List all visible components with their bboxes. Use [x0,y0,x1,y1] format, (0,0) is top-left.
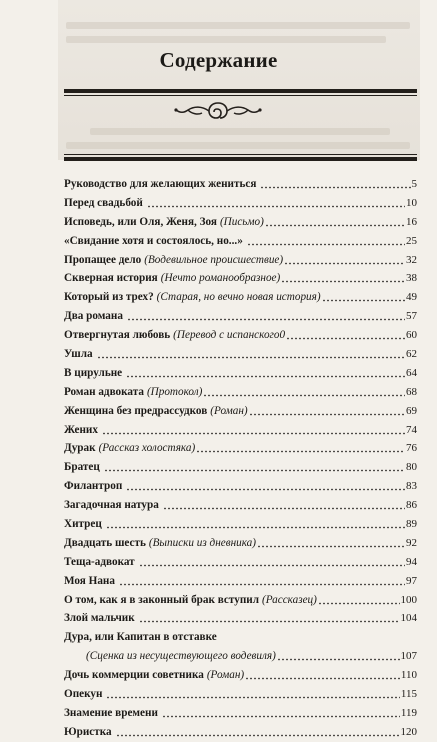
bleed-through-text [66,22,410,29]
entry-title: Скверная история [64,272,158,285]
dot-leader [162,704,400,720]
dot-leader [245,666,400,682]
entry-title: Знамение времени [64,706,158,719]
entry-title: Злой мальчик [64,612,135,625]
toc-entry [64,364,417,383]
entry-title: Жених [64,423,98,436]
bleed-through-text [90,128,390,135]
entry-title: Дура, или Капитан в отставке [64,631,217,644]
bleed-through-text [66,36,386,43]
dot-leader [102,421,405,437]
page-number: 119 [400,706,417,719]
entry-title: Пропащее дело [64,253,142,266]
table-of-contents [64,175,417,742]
page-number: 86 [406,499,417,512]
bottom-rule-thick [64,157,417,161]
toc-entry [64,288,417,307]
page-number: 80 [406,461,417,474]
entry-title: Женщина без предрассудков [64,404,208,417]
entry-subtitle: (Выписки из дневника) [148,536,256,549]
page-number: 97 [406,574,417,587]
page-number: 49 [406,291,417,304]
page-number: 89 [406,518,417,531]
entry-title: «Свидание хотя и состоялось, но...» [64,234,243,247]
toc-entry [64,307,417,326]
toc-entry [64,609,417,628]
page-number: 74 [406,423,417,436]
bottom-rule-thin [64,154,417,155]
top-rule-thick [64,89,417,93]
page-number: 10 [406,196,417,209]
page-number: 57 [406,310,417,323]
entry-title: Исповедь, или Оля, Женя, Зоя [64,215,217,228]
page-number: 76 [406,442,417,455]
entry-title: Роман адвоката [64,385,144,398]
page-number: 104 [400,612,417,625]
page-number: 32 [406,253,417,266]
dot-leader [119,572,405,588]
toc-entry [64,383,417,402]
toc-entry [64,232,417,251]
page-number: 92 [406,536,417,549]
entry-title: Теща-адвокат [64,555,135,568]
toc-entry [64,515,417,534]
toc-entry [64,402,417,421]
dot-leader [106,685,399,701]
toc-entry [64,345,417,364]
page-number: 38 [406,272,417,285]
dot-leader [257,534,405,550]
page-number: 62 [406,348,417,361]
entry-title: Опекун [64,688,103,701]
entry-title: Дурак [64,442,96,455]
toc-entry [64,628,417,647]
ornament-icon [172,100,264,122]
toc-entry [64,553,417,572]
entry-title: О том, как я в законный брак вступил [64,593,259,606]
page-number: 115 [400,688,417,701]
page-number: 110 [400,669,417,682]
page-title: Содержание [159,48,278,72]
dot-leader [247,232,405,248]
dot-leader [106,515,405,531]
page-number: 69 [406,404,417,417]
dot-leader [260,175,410,191]
toc-entry [64,666,417,685]
entry-title: Два романа [64,310,123,323]
toc-entry [64,647,417,666]
toc-entry [64,439,417,458]
entry-subtitle: (Протокол) [146,385,203,398]
dot-leader [139,553,405,569]
toc-entry [64,477,417,496]
dot-leader [249,402,405,418]
entry-subtitle: (Рассказ холостяка) [98,442,196,455]
dot-leader [163,496,405,512]
dot-leader [104,458,405,474]
page-number: 107 [400,650,417,663]
dot-leader [97,345,405,361]
dot-leader [147,194,405,210]
page-number: 68 [406,385,417,398]
toc-entry [64,591,417,610]
dot-leader [322,288,405,304]
entry-subtitle: (Старая, но вечно новая история) [156,291,321,304]
entry-title: Ушла [64,348,93,361]
page-number: 100 [400,593,417,606]
toc-entry [64,175,417,194]
bleed-through-text [66,142,410,149]
entry-title: В цирульне [64,366,123,379]
entry-title: Моя Нана [64,574,115,587]
dot-leader [126,364,405,380]
toc-entry [64,421,417,440]
entry-subtitle: (Перевод с испанского0 [173,329,286,342]
entry-subtitle: (Сценка из несуществующего водевиля) [86,650,276,663]
toc-entry [64,534,417,553]
entry-title: Который из трех? [64,291,154,304]
dot-leader [318,591,400,607]
dot-leader [286,326,405,342]
dot-leader [281,269,405,285]
toc-entry [64,326,417,345]
dot-leader [284,251,405,267]
toc-entry [64,251,417,270]
dot-leader [127,307,405,323]
page-number: 25 [406,234,417,247]
entry-title: Двадцать шесть [64,536,146,549]
dot-leader [126,477,405,493]
dot-leader [196,439,405,455]
dot-leader [116,723,400,739]
page-number: 120 [400,725,417,738]
entry-subtitle: (Роман) [206,669,245,682]
page-number: 16 [406,215,417,228]
entry-subtitle: (Водевильное происшествие) [144,253,284,266]
entry-subtitle: (Письмо) [219,215,264,228]
entry-title: Загадочная натура [64,499,159,512]
toc-entry [64,704,417,723]
page-number: 83 [406,480,417,493]
toc-entry [64,458,417,477]
toc-entry [64,213,417,232]
entry-subtitle: (Нечто романообразное) [160,272,281,285]
dot-leader [277,647,400,663]
page-number: 5 [411,178,417,190]
entry-title: Руководство для желающих жениться [64,178,257,190]
dot-leader [203,383,405,399]
entry-title: Дочь коммерции советника [64,669,204,682]
entry-subtitle: (Рассказец) [262,593,317,606]
page-number: 94 [406,555,417,568]
entry-title: Братец [64,461,100,474]
dot-leader [265,213,405,229]
toc-entry [64,572,417,591]
toc-entry [64,269,417,288]
entry-title: Филантроп [64,480,123,493]
entry-title: Отвергнутая любовь [64,329,171,342]
entry-subtitle: (Роман) [210,404,248,417]
page-number: 64 [406,366,417,379]
top-rule-thin [64,95,417,96]
toc-entry [64,685,417,704]
entry-title: Хитрец [64,518,102,531]
entry-title: Юристка [64,725,112,738]
page-number: 60 [406,329,417,342]
entry-title: Перед свадьбой [64,196,143,209]
dot-leader [139,609,400,625]
toc-entry [64,496,417,515]
toc-entry [64,723,417,742]
toc-entry [64,194,417,213]
